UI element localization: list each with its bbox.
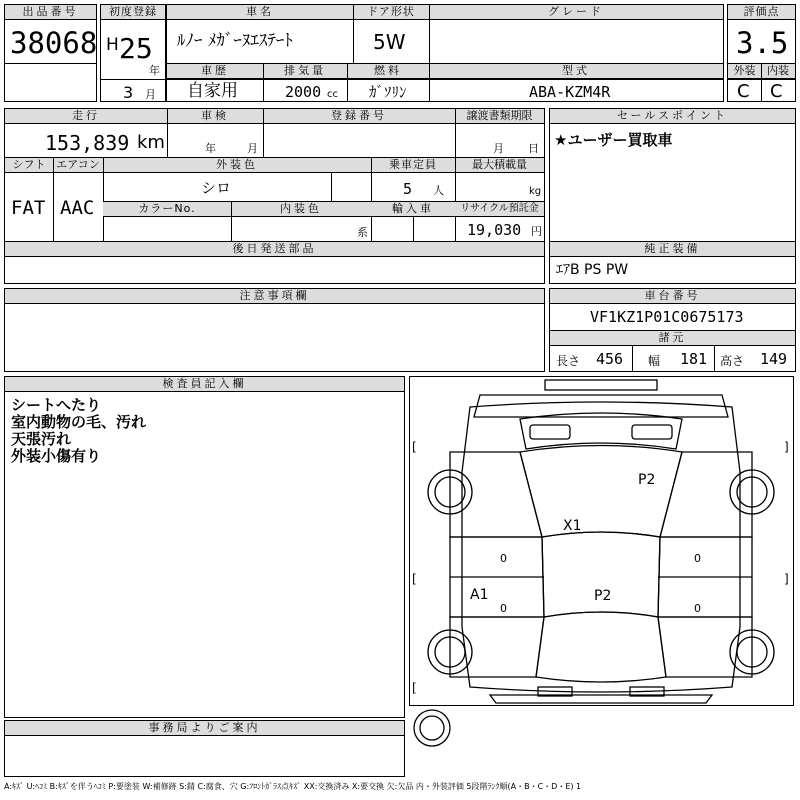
shift-type: FAT <box>11 197 46 219</box>
bracket-mark: [ <box>412 681 417 695</box>
int-color-label: 内装色 <box>231 202 371 217</box>
chassis-label: 車台番号 <box>550 289 795 304</box>
shift-label: シフト <box>5 158 53 173</box>
inspector-label: 検査員記入欄 <box>5 377 404 392</box>
door-type: 5W <box>373 30 406 54</box>
car-damage-diagram <box>409 376 794 706</box>
transfer-month-unit: 月 <box>493 142 504 155</box>
recycle-label: リサイクル預託金 <box>455 202 544 217</box>
import-label: 輸入車 <box>371 202 455 217</box>
door-label: ドア形状 <box>353 5 429 20</box>
details-box <box>4 108 545 284</box>
dims-label: 諸元 <box>550 331 795 346</box>
spare-tire <box>412 706 452 756</box>
exterior-label: 外装 <box>728 64 761 79</box>
seats-unit: 人 <box>433 184 444 197</box>
reg-year: 25 <box>119 32 153 65</box>
inspection-label: 車検 <box>167 109 263 124</box>
lot-label: 出品番号 <box>5 5 96 20</box>
model-label: 型式 <box>429 64 723 79</box>
score: 3.5 <box>736 26 789 60</box>
color-no-label: カラーNo. <box>103 202 231 217</box>
length: 456 <box>596 350 624 368</box>
load-label: 最大積載量 <box>455 158 544 173</box>
ac-label: エアコン <box>53 158 103 173</box>
lot-box <box>4 4 97 102</box>
sales-point-label: セールスポイント <box>550 109 795 124</box>
car-outline <box>410 377 793 705</box>
equipment: ｴｱB PS PW <box>556 262 629 278</box>
damage-mark: P2 <box>594 588 612 604</box>
ext-color-label: 外装色 <box>103 158 371 173</box>
exterior-grade: C <box>737 81 750 102</box>
height: 149 <box>760 350 788 368</box>
inspector-note: 天張汚れ <box>11 430 72 448</box>
sales-point: ★ユーザー買取車 <box>554 131 673 149</box>
damage-mark: A1 <box>470 587 489 603</box>
seats-label: 乗車定員 <box>371 158 455 173</box>
bracket-mark: [ <box>412 440 417 454</box>
car-name: ﾙﾉｰ ﾒｶﾞｰﾇｴｽﾃｰﾄ <box>177 31 293 51</box>
inspection-month-unit: 月 <box>247 142 258 155</box>
int-color-unit: 系 <box>357 226 368 239</box>
seats: 5 <box>403 180 413 198</box>
mileage-unit: km <box>137 132 165 153</box>
lot-number: 38068 <box>10 26 98 60</box>
fuel: ｶﾞｿﾘﾝ <box>369 83 407 101</box>
transfer-label: 譲渡書類期限 <box>455 109 544 124</box>
reg-no-label: 登録番号 <box>263 109 455 124</box>
later-parts-label: 後日発送部品 <box>5 242 544 257</box>
office-notice-box <box>4 720 405 777</box>
damage-mark: P2 <box>638 472 656 488</box>
displacement-label: 排気量 <box>263 64 347 79</box>
inspector-note: シートへたり <box>11 396 102 414</box>
era: H <box>106 35 119 55</box>
interior-label: 内装 <box>761 64 795 79</box>
interior-grade: C <box>770 81 783 102</box>
inspector-note: 室内動物の毛、汚れ <box>11 413 147 431</box>
fuel-label: 燃料 <box>347 64 429 79</box>
inspection-year-unit: 年 <box>205 142 216 155</box>
zero-mark: 0 <box>694 552 701 565</box>
equipment-label: 純正装備 <box>550 242 795 257</box>
zero-mark: 0 <box>694 602 701 615</box>
score-label: 評価点 <box>728 5 795 20</box>
bracket-mark: ] <box>784 440 789 454</box>
office-notice-label: 事務局よりご案内 <box>5 721 404 736</box>
caution-label: 注意事項欄 <box>5 289 544 304</box>
year-unit: 年 <box>149 64 160 77</box>
sales-point-box <box>549 108 796 284</box>
vehicle-info-box <box>166 4 724 102</box>
chassis-number: VF1KZ1P01C0675173 <box>590 308 744 326</box>
grade-label: グレード <box>429 5 723 20</box>
zero-mark: 0 <box>500 602 507 615</box>
car-history: 自家用 <box>187 81 238 101</box>
caution-box <box>4 288 545 372</box>
chassis-box <box>549 288 796 372</box>
first-reg-label: 初度登録 <box>101 5 165 20</box>
width-label: 幅 <box>648 354 661 368</box>
length-label: 長さ <box>556 354 581 368</box>
load-unit: kg <box>529 186 542 197</box>
mileage-label: 走行 <box>5 109 167 124</box>
displacement-unit: cc <box>327 89 338 100</box>
ac-type: AAC <box>60 197 95 219</box>
width: 181 <box>680 350 708 368</box>
model-code: ABA-KZM4R <box>529 83 611 101</box>
inspector-note: 外装小傷有り <box>11 447 102 465</box>
history-label: 車歴 <box>167 64 263 79</box>
reg-month: 3 <box>123 83 134 102</box>
bracket-mark: ] <box>784 572 789 586</box>
mileage: 153,839 <box>45 131 130 155</box>
first-reg-box <box>100 4 166 102</box>
zero-mark: 0 <box>500 552 507 565</box>
car-name-label: 車名 <box>167 5 353 20</box>
month-unit: 月 <box>145 88 156 101</box>
recycle-fee: 19,030 <box>467 221 522 239</box>
inspector-box <box>4 376 405 718</box>
transfer-day-unit: 日 <box>528 142 539 155</box>
recycle-unit: 円 <box>531 225 542 238</box>
damage-mark: X1 <box>563 518 582 534</box>
displacement: 2000 <box>285 83 322 101</box>
damage-legend: A:ｷｽﾞ U:ﾍｺﾐ B:ｷｽﾞを伴うﾍｺﾐ P:要塗装 W:補修跡 S:錆 C:腐食、穴 G:ﾌﾛﾝﾄｶﾞﾗｽ点ｷｽﾞ XX:交換済み X:要交換 欠:欠品 内・外装評価 5段階ﾗﾝｸ順(A・B・C・D・E) 1 <box>4 782 582 791</box>
bracket-mark: [ <box>412 572 417 586</box>
ext-color: シロ <box>201 179 232 197</box>
height-label: 高さ <box>720 354 745 368</box>
score-box <box>727 4 796 102</box>
